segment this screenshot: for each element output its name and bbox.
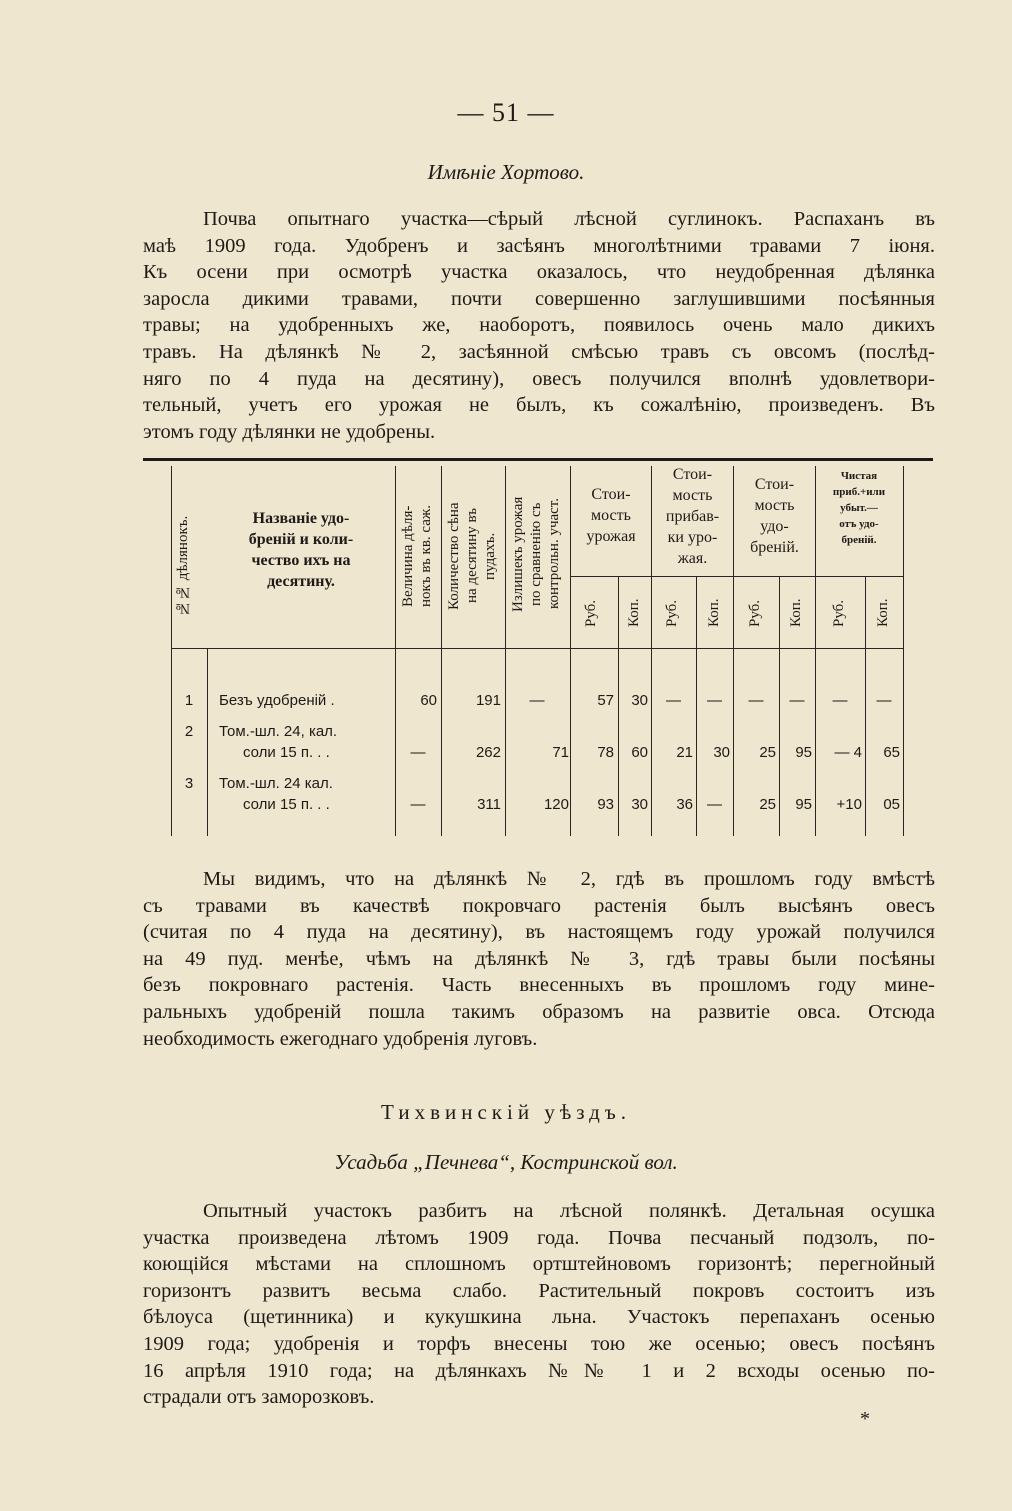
header-rub: Руб. [583, 599, 599, 627]
header-line: чество ихъ на [251, 552, 351, 569]
row-1-num: 1 [184, 692, 194, 709]
header-line: бреній и коли- [248, 531, 354, 548]
text-line: травъ. На дѣлянкѣ № 2, засѣянной смѣсью травъ съ овсомъ (послѣд- [143, 340, 935, 363]
header-rub: Руб. [831, 599, 847, 627]
section-heading-estate: Имѣніе Хортово. [427, 160, 585, 184]
header-line: бреній. [841, 534, 877, 546]
header-line: пудахъ. [482, 532, 498, 580]
header-fertilizer-name [209, 508, 393, 592]
header-line: нокъ въ кв. саж. [418, 504, 434, 608]
text-line: травы; на удобренныхъ же, наоборотъ, появилось очень мало дикихъ [143, 314, 935, 337]
header-line: Количество сѣна [446, 502, 462, 610]
text-line: Почва опытнаго участка—сѣрый лѣсной суглинокъ. Распаханъ въ [203, 208, 935, 230]
row-2-inc-kop: 30 [713, 744, 730, 761]
header-increase-cost [652, 464, 733, 569]
paragraph-2 [143, 866, 935, 1052]
header-line: мость [591, 507, 631, 524]
header-line: жая. [677, 550, 708, 567]
table-col-divider [505, 466, 506, 836]
row-2-num: 2 [184, 723, 194, 740]
row-3-harvest-kop: 30 [631, 796, 648, 813]
table-subheader-rule [570, 576, 903, 577]
row-1-harvest-kop: 30 [631, 692, 648, 709]
text-line: на 49 пуд. менѣе, чѣмъ на дѣлянкѣ № 3, гдѣ травы были посѣяны [143, 947, 935, 970]
header-line: удо- [760, 518, 789, 535]
header-plot-number: №№ дѣлянокъ. [175, 515, 191, 617]
header-line: по сравненію съ [528, 502, 544, 606]
header-net-result [815, 468, 903, 548]
row-3-fert-kop: 95 [795, 796, 812, 813]
header-line: контрольн. участ. [546, 498, 562, 610]
row-3-inc-kop: — [707, 796, 722, 813]
text-line: Къ осени при осмотрѣ участка оказалось, что неудобренная дѣлянка [143, 261, 935, 284]
row-3-fert-rub: 25 [759, 796, 776, 813]
row-1-fert-kop: — [789, 692, 805, 709]
text-line: бѣлоуса (щетинника) и кукушкина льна. Участокъ перепаханъ осенью [143, 1306, 935, 1329]
row-2-size: — [410, 744, 426, 761]
header-kop: Коп. [706, 598, 722, 628]
section-heading-manor: Усадьба „Печнева“, Костринской вол. [334, 1150, 678, 1174]
header-line: отъ удо- [839, 518, 879, 530]
row-2-fert-rub: 25 [759, 744, 776, 761]
header-line: приб.+или [832, 486, 886, 498]
header-kop: Коп. [875, 598, 891, 628]
header-line: бреній. [750, 539, 799, 556]
row-3-hay: 311 [477, 796, 501, 813]
table-col-divider [903, 466, 904, 836]
text-line: Мы видимъ, что на дѣлянкѣ № 2, гдѣ въ прошломъ году вмѣстѣ [203, 868, 935, 890]
text-line: ральныхъ удобреній пошла такимъ образомъ на развитіе овса. Отсюда [143, 1000, 935, 1023]
header-surplus-harvest [507, 462, 569, 646]
row-1-inc-kop: — [707, 692, 722, 709]
row-2-inc-rub: 21 [676, 744, 693, 761]
row-2-hay: 262 [475, 744, 501, 761]
header-line: десятину. [267, 573, 335, 590]
row-1-inc-rub: — [666, 692, 681, 709]
row-3-fertilizer-line2: соли 15 п. . . [243, 796, 330, 813]
text-line: съ травами въ качествѣ покровчаго растенія былъ высѣянъ овесъ [143, 894, 935, 917]
text-line: страдали отъ заморозковъ. [143, 1386, 375, 1409]
header-line: Излишекъ урожая [510, 496, 526, 612]
paragraph-1 [143, 206, 935, 445]
row-2-fertilizer-line1: Том.-шл. 24, кал. [219, 723, 338, 740]
row-2-fert-kop: 95 [795, 744, 812, 761]
table-col-divider [441, 466, 442, 836]
text-line: 1909 года; удобренія и торфъ внесены тою же осенью; овесъ посѣянъ [143, 1332, 935, 1355]
section-heading-district: Тихвинскій уѣздъ. [381, 1100, 631, 1124]
header-line: прибав- [665, 508, 720, 525]
header-kop: Коп. [626, 598, 642, 628]
table-col-divider [207, 648, 208, 836]
row-1-net-kop: — [876, 692, 892, 709]
header-rub: Руб. [747, 599, 763, 627]
header-line: мость [672, 487, 713, 504]
header-line: Чистая [840, 470, 878, 482]
header-line: мость [754, 497, 795, 514]
header-fertilizer-cost [734, 474, 815, 558]
header-kop: Коп. [788, 598, 804, 628]
text-line: (считая по 4 пуда на десятину), въ настоящемъ году урожай получился [143, 921, 935, 944]
text-line: участка произведена лѣтомъ 1909 года. Почва песчаный подзолъ, по- [143, 1226, 935, 1249]
header-line: урожая [586, 528, 636, 545]
text-line: тельный, учетъ его урожая не былъ, къ сожалѣнію, произведенъ. Въ [143, 394, 935, 417]
header-line: Стои- [754, 476, 795, 493]
header-line: Величина дѣля- [400, 505, 416, 607]
header-line: Стои- [672, 466, 713, 483]
row-2-harvest-kop: 60 [631, 744, 648, 761]
row-2-net-kop: 65 [883, 744, 900, 761]
text-line: коющійся мѣстами на сплошномъ ортштейновомъ горизонтѣ; перегнойный [143, 1253, 935, 1276]
text-line: заросла дикими травами, почти совершенно заглушившими посѣянныя [143, 287, 935, 310]
fertilizer-results-table [143, 458, 933, 836]
table-top-rule [143, 458, 933, 461]
row-3-num: 3 [184, 775, 194, 792]
header-line: Стои- [591, 486, 631, 503]
row-2-fertilizer-line2: соли 15 п. . . [243, 744, 330, 761]
text-line: Опытный участокъ разбитъ на лѣсной полянкѣ. Детальная осушка [203, 1200, 935, 1222]
text-line: безъ покровнаго растенія. Часть внесенныхъ въ прошломъ году мине- [143, 974, 935, 997]
table-col-divider [395, 466, 396, 836]
header-hay-quantity [443, 468, 503, 646]
row-3-surplus: 120 [543, 796, 569, 813]
row-2-surplus: 71 [552, 744, 569, 761]
header-line: Названіе удо- [252, 510, 350, 527]
row-2-harvest-rub: 78 [597, 744, 614, 761]
row-1-fertilizer: Безъ удобреній . [219, 692, 335, 709]
row-3-size: — [410, 796, 426, 813]
header-line: убыт.— [840, 502, 878, 514]
table-header-rule [171, 648, 903, 649]
page-number: — 51 — [457, 98, 555, 127]
text-line: маѣ 1909 года. Удобренъ и засѣянъ многолѣтними травами 7 іюня. [143, 234, 935, 257]
row-1-net-rub: — [832, 692, 848, 709]
paragraph-3 [143, 1198, 935, 1411]
text-line: горизонтъ развитъ весьма слабо. Растительный покровъ состоитъ изъ [143, 1279, 935, 1302]
header-rub: Руб. [664, 599, 680, 627]
row-1-size: 60 [420, 692, 437, 709]
header-line: на десятину въ [464, 508, 480, 604]
row-3-inc-rub: 36 [676, 796, 693, 813]
text-line: 16 апрѣля 1910 года; на дѣлянкахъ №№ 1 и 2 всходы осенью по- [143, 1359, 935, 1382]
row-3-harvest-rub: 93 [597, 796, 614, 813]
header-harvest-cost [571, 484, 651, 547]
row-3-net-kop: 05 [883, 796, 900, 813]
text-line: няго по 4 пуда на десятину), овесъ получился вполнѣ удовлетвори- [143, 367, 935, 390]
text-line: этомъ году дѣлянки не удобрены. [143, 420, 436, 443]
text-line: необходимость ежегоднаго удобренія луговъ. [143, 1027, 538, 1050]
row-1-hay: 191 [475, 692, 501, 709]
row-3-net-rub: +10 [836, 796, 862, 813]
header-line: ки уро- [667, 529, 718, 546]
signature-mark: * [860, 1408, 870, 1430]
row-1-harvest-rub: 57 [597, 692, 614, 709]
row-2-net-rub: — 4 [834, 744, 862, 761]
header-plot-size [397, 468, 439, 646]
row-3-fertilizer-line1: Том.-шл. 24 кал. [219, 775, 333, 792]
row-1-surplus: — [529, 692, 545, 709]
row-1-fert-rub: — [748, 692, 764, 709]
table-col-divider [171, 466, 172, 836]
